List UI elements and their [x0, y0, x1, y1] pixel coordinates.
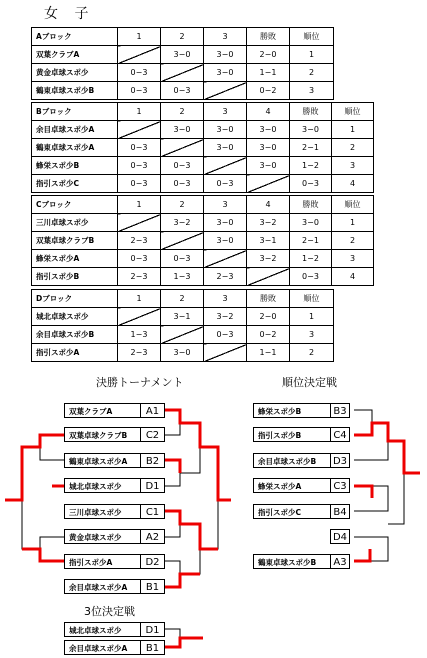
- column-header: 1: [118, 28, 161, 46]
- column-header: 順位: [290, 290, 334, 308]
- ranking-seed-code: A3: [330, 554, 350, 569]
- team-name: 蜂栄スポ少A: [32, 250, 118, 268]
- score-cell: 3−2: [247, 214, 290, 232]
- column-header: 順位: [290, 28, 334, 46]
- score-cell: 0−2: [247, 326, 290, 344]
- finals-seed-code: A1: [140, 403, 165, 418]
- column-header: 2: [161, 28, 204, 46]
- score-cell: 0−3: [118, 139, 161, 157]
- score-cell: 1−2: [290, 157, 332, 175]
- score-cell: 1: [332, 121, 374, 139]
- column-header: 2: [161, 103, 204, 121]
- winner-line: [354, 423, 420, 473]
- column-header: 勝敗: [247, 28, 290, 46]
- column-header: 順位: [332, 196, 374, 214]
- score-cell: 3−2: [247, 250, 290, 268]
- score-cell: 2: [332, 232, 374, 250]
- bracket-line: [180, 524, 200, 574]
- block-name-header: Dブロック: [32, 290, 118, 308]
- column-header: 順位: [332, 103, 374, 121]
- score-cell: 2−3: [118, 268, 161, 286]
- bracket-line: [388, 441, 404, 524]
- score-cell: 0−3: [118, 250, 161, 268]
- score-cell: 1: [290, 46, 334, 64]
- score-cell: 3−1: [247, 232, 290, 250]
- winner-line: [5, 435, 64, 500]
- score-cell: 2−0: [247, 46, 290, 64]
- score-cell: 4: [332, 268, 374, 286]
- winner-line: [354, 486, 372, 498]
- score-cell: 3−0: [204, 214, 247, 232]
- score-cell: 3−0: [204, 139, 247, 157]
- team-name: 余目卓球スポ少B: [32, 326, 118, 344]
- bracket-line: [40, 537, 64, 561]
- ranking-seed-code: B3: [330, 403, 350, 418]
- finals-team-name: 双葉クラブA: [64, 403, 141, 418]
- score-cell: 3−0: [204, 232, 247, 250]
- score-cell: 0−3: [118, 157, 161, 175]
- score-cell: 3: [332, 157, 374, 175]
- team-name: 黄金卓球スポ少: [32, 64, 118, 82]
- ranking-seed-code: C3: [330, 478, 350, 493]
- team-name: 指引スポ少B: [32, 268, 118, 286]
- ranking-seed-code: C4: [330, 427, 350, 442]
- column-header: 2: [161, 290, 204, 308]
- bracket-line: [165, 410, 180, 435]
- winner-line: [22, 549, 64, 561]
- third-place-seed-code: D1: [140, 622, 165, 637]
- score-cell: 0−3: [118, 64, 161, 82]
- score-cell: 0−3: [204, 326, 247, 344]
- score-cell: 2−1: [290, 139, 332, 157]
- score-cell: 0−3: [290, 175, 332, 193]
- team-name: 余目卓球スポ少A: [32, 121, 118, 139]
- bracket-line: [165, 629, 180, 647]
- finals-seed-code: A2: [140, 529, 165, 544]
- score-cell: 2−1: [290, 232, 332, 250]
- column-header: 3: [204, 290, 247, 308]
- team-name: 鶴東卓球スポ少B: [32, 82, 118, 100]
- third-place-seed-code: B1: [140, 640, 165, 655]
- column-header: 勝敗: [290, 103, 332, 121]
- block-name-header: Aブロック: [32, 28, 118, 46]
- score-cell: 3−0: [204, 64, 247, 82]
- ranking-seed-code: D4: [330, 529, 350, 544]
- bracket-line: [165, 511, 180, 537]
- column-header: 1: [118, 103, 161, 121]
- team-name: 三川卓球スポ少: [32, 214, 118, 232]
- third-place-team-name: 余目卓球スポ少A: [64, 640, 141, 655]
- team-name: 城北卓球スポ少: [32, 308, 118, 326]
- ranking-seed-code: B4: [330, 504, 350, 519]
- score-cell: 3−0: [290, 121, 332, 139]
- score-cell: 2−3: [118, 232, 161, 250]
- block-name-header: Cブロック: [32, 196, 118, 214]
- ranking-seed-code: D3: [330, 453, 350, 468]
- finals-team-name: 黄金卓球スポ少: [64, 529, 141, 544]
- bracket-line: [180, 423, 200, 473]
- team-name: 双葉卓球クラブB: [32, 232, 118, 250]
- score-cell: 3−0: [247, 157, 290, 175]
- finals-team-name: 双葉卓球クラブB: [64, 427, 141, 442]
- ranking-team-name: 指引スポ少C: [253, 504, 331, 519]
- score-cell: 2−3: [118, 344, 161, 362]
- score-cell: 2: [290, 344, 334, 362]
- column-header: 勝敗: [290, 196, 332, 214]
- score-cell: 1: [332, 214, 374, 232]
- team-name: 鶴東卓球スポ少A: [32, 139, 118, 157]
- column-header: 3: [204, 103, 247, 121]
- winner-line: [354, 549, 370, 561]
- bracket-line: [165, 460, 180, 486]
- finals-seed-code: B2: [140, 453, 165, 468]
- finals-seed-code: D1: [140, 478, 165, 493]
- score-cell: 3−0: [247, 139, 290, 157]
- finals-team-name: 指引スポ少A: [64, 554, 141, 569]
- score-cell: 2: [290, 64, 334, 82]
- third-place-title: 3位決定戦: [84, 605, 135, 618]
- team-name: 指引スポ少A: [32, 344, 118, 362]
- finals-team-name: 三川卓球スポ少: [64, 504, 141, 519]
- ranking-title: 順位決定戦: [282, 376, 337, 389]
- team-name: 双葉クラブA: [32, 46, 118, 64]
- score-cell: 0−3: [161, 157, 204, 175]
- score-cell: 3−0: [161, 46, 204, 64]
- finals-title: 決勝トーナメント: [96, 376, 184, 389]
- score-cell: 0−2: [247, 82, 290, 100]
- column-header: 3: [204, 28, 247, 46]
- score-cell: 0−3: [118, 175, 161, 193]
- score-cell: 3−0: [247, 121, 290, 139]
- score-cell: 2−0: [247, 308, 290, 326]
- ranking-team-name: 余目卓球スポ少B: [253, 453, 331, 468]
- score-cell: 3: [290, 326, 334, 344]
- column-header: 4: [247, 103, 290, 121]
- finals-seed-code: C1: [140, 504, 165, 519]
- score-cell: 0−3: [161, 175, 204, 193]
- score-cell: 1: [290, 308, 334, 326]
- score-cell: 4: [332, 175, 374, 193]
- score-cell: 1−1: [247, 344, 290, 362]
- score-cell: 3: [290, 82, 334, 100]
- score-cell: 3−0: [290, 214, 332, 232]
- third-place-team-name: 城北卓球スポ少: [64, 622, 141, 637]
- bracket-line: [165, 561, 180, 587]
- ranking-team-name: 蜂栄スポ少B: [253, 403, 331, 418]
- team-name: 指引スポ少C: [32, 175, 118, 193]
- score-cell: 0−3: [161, 250, 204, 268]
- score-cell: 1−1: [247, 64, 290, 82]
- score-cell: 3−2: [161, 214, 204, 232]
- winner-line: [165, 460, 180, 473]
- finals-seed-code: C2: [140, 427, 165, 442]
- finals-team-name: 鶴東卓球スポ少A: [64, 453, 141, 468]
- column-header: 3: [204, 196, 247, 214]
- block-name-header: Bブロック: [32, 103, 118, 121]
- score-cell: 3−2: [204, 308, 247, 326]
- score-cell: 1−2: [290, 250, 332, 268]
- score-cell: 1−3: [118, 326, 161, 344]
- score-cell: 3−1: [161, 308, 204, 326]
- team-name: 蜂栄スポ少B: [32, 157, 118, 175]
- score-cell: 3−0: [204, 46, 247, 64]
- score-cell: 0−3: [290, 268, 332, 286]
- column-header: 4: [247, 196, 290, 214]
- column-header: 1: [118, 290, 161, 308]
- column-header: 1: [118, 196, 161, 214]
- score-cell: 0−3: [161, 82, 204, 100]
- bracket-line: [40, 435, 64, 460]
- score-cell: 3−0: [204, 121, 247, 139]
- finals-team-name: 城北卓球スポ少: [64, 478, 141, 493]
- ranking-team-name: 指引スポ少B: [253, 427, 331, 442]
- bracket-line: [200, 447, 218, 549]
- winner-line: [165, 638, 203, 647]
- bracket-line: [354, 410, 372, 435]
- column-header: 勝敗: [247, 290, 290, 308]
- finals-seed-code: B1: [140, 579, 165, 594]
- bracket-line: [22, 447, 40, 549]
- ranking-team-name: 鶴東卓球スポ少B: [253, 554, 331, 569]
- score-cell: 2: [332, 139, 374, 157]
- score-cell: 0−3: [118, 82, 161, 100]
- winner-line: [165, 511, 218, 549]
- ranking-team-name: 蜂栄スポ少A: [253, 478, 331, 493]
- winner-line: [165, 574, 200, 587]
- finals-team-name: 余目卓球スポ少A: [64, 579, 141, 594]
- column-header: 2: [161, 196, 204, 214]
- score-cell: 0−3: [204, 175, 247, 193]
- score-cell: 3−0: [161, 121, 204, 139]
- finals-seed-code: D2: [140, 554, 165, 569]
- score-cell: 2−3: [204, 268, 247, 286]
- score-cell: 3−0: [161, 344, 204, 362]
- score-cell: 1−3: [161, 268, 204, 286]
- score-cell: 3: [332, 250, 374, 268]
- page-title: 女 子: [44, 6, 95, 22]
